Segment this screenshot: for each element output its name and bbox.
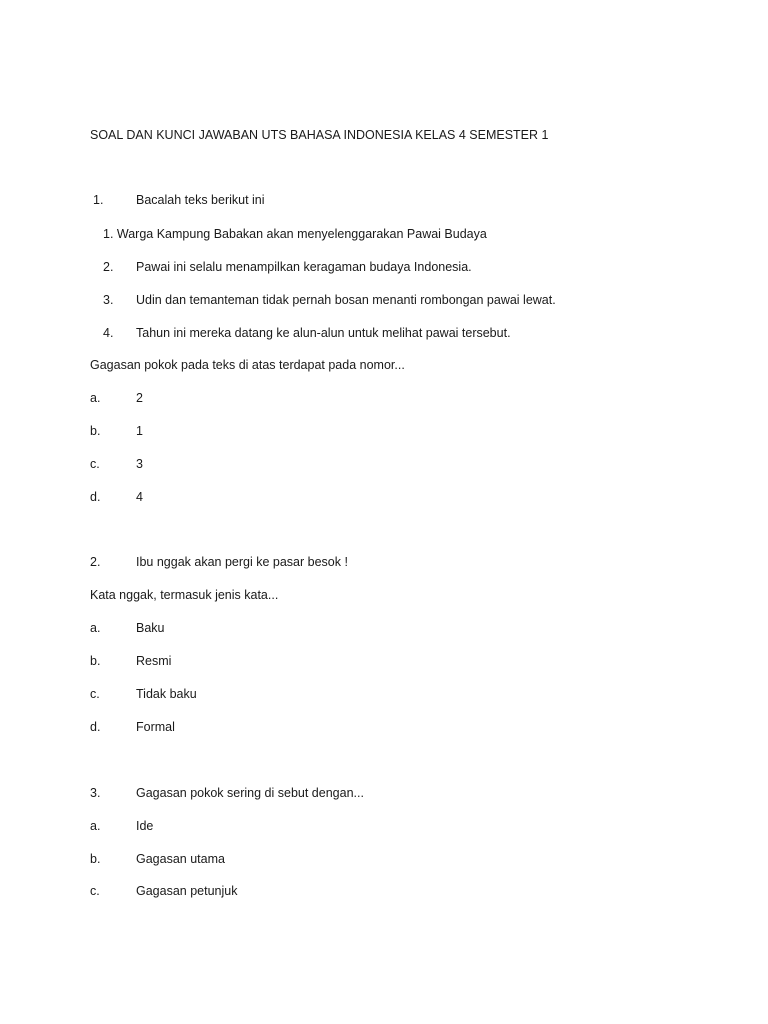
q2-option-d: Formal — [136, 720, 175, 734]
question-2-prompt: Ibu nggak akan pergi ke pasar besok ! — [136, 555, 348, 569]
passage-line-3: Udin dan temanteman tidak pernah bosan menanti rombongan pawai lewat. — [136, 293, 556, 307]
q3-option-c-label: c. — [90, 884, 100, 898]
q1-option-a: 2 — [136, 391, 143, 405]
question-1-number: 1. — [93, 193, 104, 207]
q3-option-b: Gagasan utama — [136, 852, 225, 866]
q3-option-c: Gagasan petunjuk — [136, 884, 238, 898]
passage-line-3-number: 3. — [103, 293, 114, 307]
passage-line-1: 1. Warga Kampung Babakan akan menyelenggarakan Pawai Budaya — [103, 227, 487, 241]
question-2-text: Kata nggak, termasuk jenis kata... — [90, 588, 279, 602]
question-3-prompt: Gagasan pokok sering di sebut dengan... — [136, 786, 364, 800]
q1-option-d-label: d. — [90, 490, 101, 504]
q1-option-c: 3 — [136, 457, 143, 471]
q2-option-c: Tidak baku — [136, 687, 197, 701]
passage-line-2: Pawai ini selalu menampilkan keragaman budaya Indonesia. — [136, 260, 472, 274]
q1-option-a-label: a. — [90, 391, 101, 405]
passage-line-4-number: 4. — [103, 326, 114, 340]
q1-option-b-label: b. — [90, 424, 101, 438]
question-1-prompt: Bacalah teks berikut ini — [136, 193, 265, 207]
q2-option-b-label: b. — [90, 654, 101, 668]
q3-option-a: Ide — [136, 819, 154, 833]
q2-option-a: Baku — [136, 621, 165, 635]
q2-option-b: Resmi — [136, 654, 172, 668]
q3-option-b-label: b. — [90, 852, 101, 866]
q2-option-c-label: c. — [90, 687, 100, 701]
q2-option-d-label: d. — [90, 720, 101, 734]
question-2-number: 2. — [90, 555, 101, 569]
passage-line-4: Tahun ini mereka datang ke alun-alun untuk melihat pawai tersebut. — [136, 326, 511, 340]
q1-option-c-label: c. — [90, 457, 100, 471]
q3-option-a-label: a. — [90, 819, 101, 833]
document-title: SOAL DAN KUNCI JAWABAN UTS BAHASA INDONESIA KELAS 4 SEMESTER 1 — [90, 128, 549, 142]
passage-line-2-number: 2. — [103, 260, 114, 274]
question-3-number: 3. — [90, 786, 101, 800]
q1-option-d: 4 — [136, 490, 143, 504]
q1-option-b: 1 — [136, 424, 143, 438]
q2-option-a-label: a. — [90, 621, 101, 635]
question-1-text: Gagasan pokok pada teks di atas terdapat pada nomor... — [90, 358, 405, 372]
